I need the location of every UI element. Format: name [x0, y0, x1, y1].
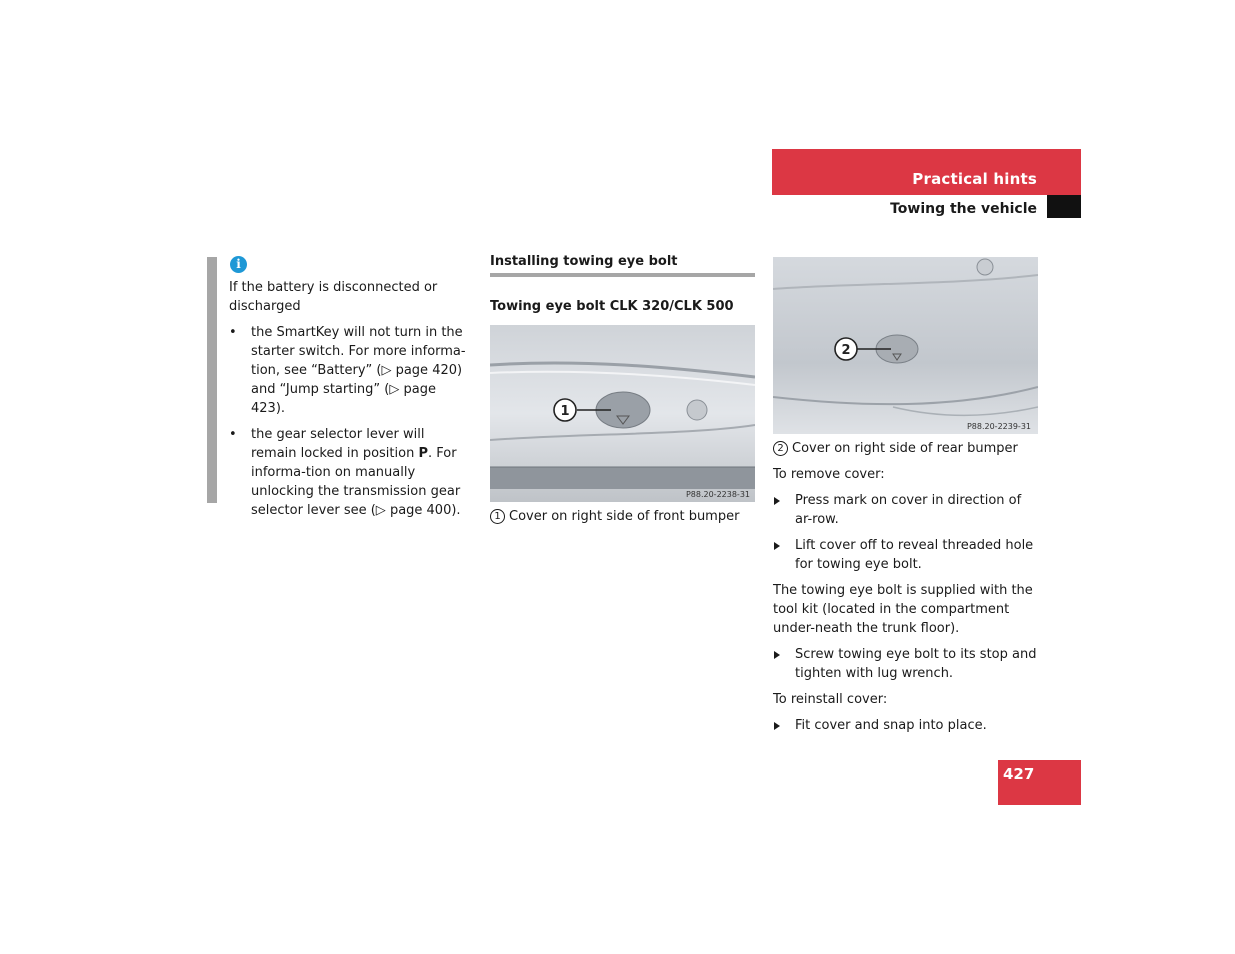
- step-text: Lift cover off to reveal threaded hole for towing eye bolt.: [795, 538, 1034, 572]
- step-text: Screw towing eye bolt to its stop and tighten with lug wrench.: [795, 647, 1037, 681]
- info-bullet-text: the gear selector lever will remain locked in position P. For informa-tion on manually unlocking the transmission gear selector lever see (▷ page 400).: [251, 427, 461, 518]
- section-title: Practical hints: [912, 170, 1037, 188]
- image2-code: P88.20-2239-31: [966, 422, 1031, 431]
- image1-caption: [490, 507, 739, 526]
- front-bumper-photo: [490, 325, 755, 502]
- arrow-bullet-icon: [774, 722, 780, 730]
- model-subheading: Towing eye bolt CLK 320/CLK 500: [490, 299, 734, 314]
- step-text: Press mark on cover in direction of ar-row.: [795, 493, 1022, 527]
- info-icon: i: [230, 256, 247, 273]
- image2-callout: 2: [841, 343, 851, 358]
- page-number: 427: [1003, 765, 1035, 783]
- caption1-number: 1: [490, 509, 505, 524]
- step-text: Fit cover and snap into place.: [795, 718, 987, 733]
- info-bullet-text: the SmartKey will not turn in the starter switch. For more informa-tion, see “Battery” (▷ page 420) and “Jump starting” (▷ page 423).: [251, 325, 466, 416]
- remove-label: To remove cover:: [773, 467, 885, 482]
- image2-caption: [773, 439, 1018, 458]
- caption2-text: Cover on right side of rear bumper: [792, 441, 1018, 456]
- instructions: [773, 465, 1041, 742]
- arrow-bullet-icon: [774, 497, 780, 505]
- image1-callout: 1: [560, 404, 570, 419]
- heading-rule: [490, 273, 755, 277]
- info-intro: If the battery is disconnected or discharged: [229, 280, 438, 314]
- image1-code: P88.20-2238-31: [685, 490, 750, 499]
- step-screw-bolt: [773, 645, 1041, 683]
- step-lift-cover: [773, 536, 1041, 574]
- reinstall-label: To reinstall cover:: [773, 692, 888, 707]
- section-heading: Installing towing eye bolt: [490, 254, 678, 269]
- caption2-number: 2: [773, 441, 788, 456]
- info-bullet-smartkey: [229, 323, 469, 418]
- info-bullet-gear-selector: [229, 425, 469, 520]
- arrow-bullet-icon: [774, 651, 780, 659]
- step-press-mark: [773, 491, 1041, 529]
- subsection-marker: [1047, 195, 1081, 218]
- supplied-note: The towing eye bolt is supplied with the tool kit (located in the compartment under-neath the trunk floor).: [773, 583, 1033, 636]
- info-note: [229, 278, 469, 527]
- arrow-bullet-icon: [774, 542, 780, 550]
- rear-bumper-photo: [773, 257, 1038, 434]
- caption1-text: Cover on right side of front bumper: [509, 509, 740, 524]
- subsection-title: Towing the vehicle: [890, 201, 1037, 217]
- info-sidebar-bar: [207, 257, 217, 503]
- step-fit-cover: [773, 716, 1041, 735]
